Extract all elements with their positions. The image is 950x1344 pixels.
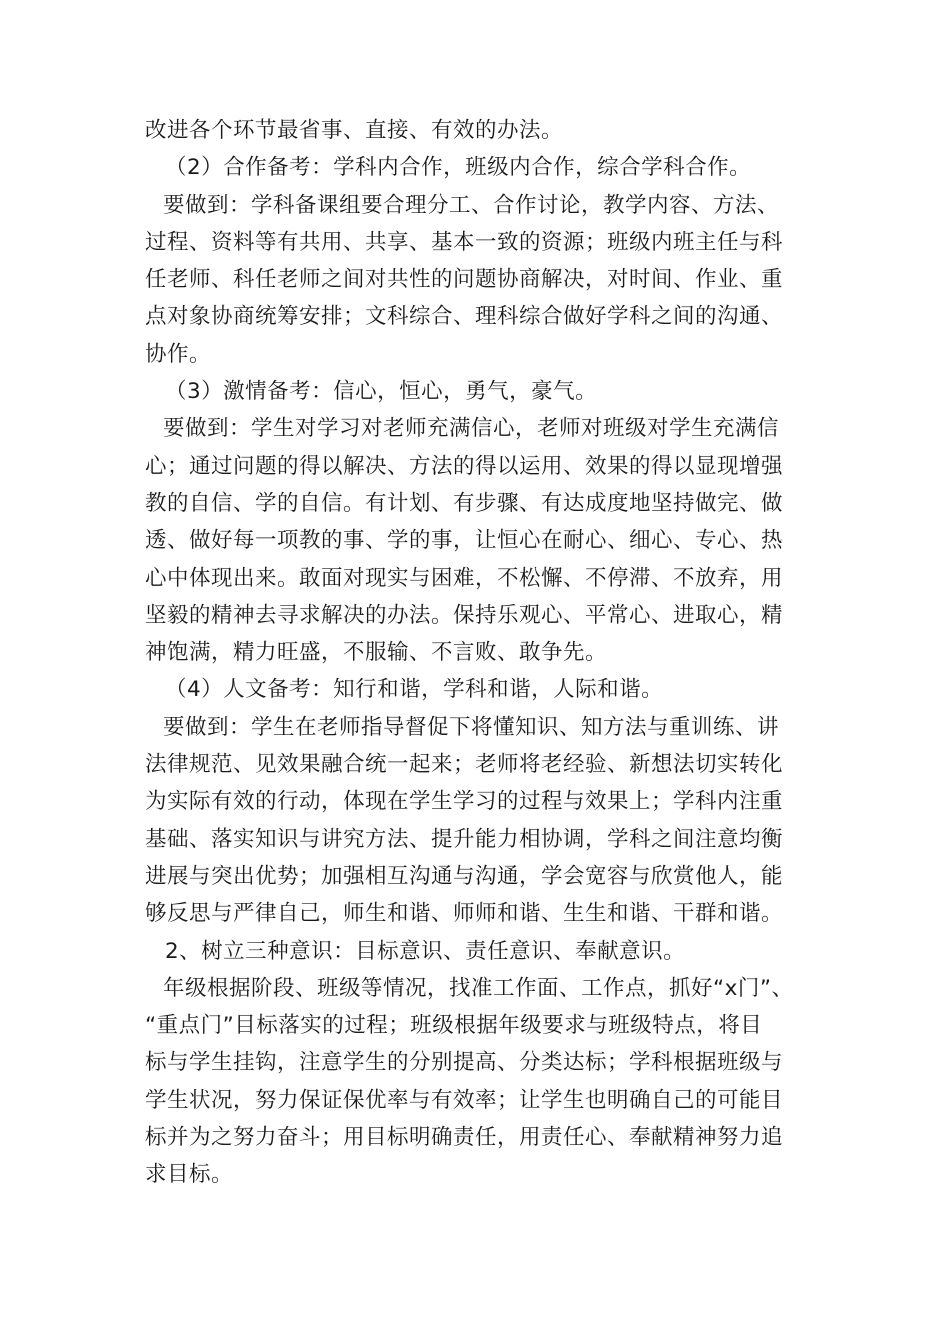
text-line: 过程、资料等有共用、共享、基本一致的资源；班级内班主任与科 <box>145 229 784 255</box>
text-line: 标并为之努力奋斗；用目标明确责任，用责任心、奉献精神努力追 <box>145 1125 784 1151</box>
text-line: 点对象协商统筹安排；文科综合、理科综合做好学科之间的沟通、 <box>145 304 784 330</box>
text-line: 学生状况，努力保证保优率与有效率；让学生也明确自己的可能目 <box>145 1087 784 1113</box>
text-line: 基础、落实知识与讲究方法、提升能力相协调，学科之间注意均衡 <box>145 826 784 852</box>
text-line: 为实际有效的行动，体现在学生学习的过程与效果上；学科内注重 <box>145 789 784 815</box>
text-line: 神饱满，精力旺盛，不服输、不言败、敢争先。 <box>145 640 608 666</box>
text-line: 标与学生挂钩，注意学生的分别提高、分类达标；学科根据班级与 <box>145 1050 784 1076</box>
text-line: 法律规范、见效果融合统一起来；老师将老经验、新想法切实转化 <box>145 752 784 778</box>
section-heading-awareness: 2、树立三种意识：目标意识、责任意识、奉献意识。 <box>165 938 686 964</box>
text-line: 教的自信、学的自信。有计划、有步骤、有达成度地坚持做完、做 <box>145 490 784 516</box>
text-line: 心；通过问题的得以解决、方法的得以运用、效果的得以显现增强 <box>145 453 784 479</box>
text-line: 要做到：学科备课组要合理分工、合作讨论，教学内容、方法、 <box>163 192 780 218</box>
text-line: 够反思与严律自己，师生和谐、师师和谐、生生和谐、干群和谐。 <box>145 901 784 927</box>
text-line: 透、做好每一项教的事、学的事，让恒心在耐心、细心、专心、热 <box>145 528 784 554</box>
document-body <box>145 112 815 1194</box>
text-line: “重点门”目标落实的过程；班级根据年级要求与班级特点，将目 <box>145 1013 763 1039</box>
text-line: 求目标。 <box>145 1162 234 1188</box>
text-line: 协作。 <box>145 341 212 367</box>
text-line: 心中体现出来。敢面对现实与困难，不松懈、不停滞、不放弃，用 <box>145 565 784 591</box>
text-line: 改进各个环节最省事、直接、有效的办法。 <box>145 118 564 143</box>
text-line: 要做到：学生在老师指导督促下将懂知识、知方法与重训练、讲 <box>163 714 780 740</box>
text-line: 年级根据阶段、班级等情况，找准工作面、工作点，抓好“x门”、 <box>163 975 794 1001</box>
text-line: 进展与突出优势；加强相互沟通与沟通，学会宽容与欣赏他人，能 <box>145 863 784 889</box>
section-heading-cooperation: （2）合作备考：学科内合作，班级内合作，综合学科合作。 <box>165 155 752 181</box>
text-line: 任老师、科任老师之间对共性的问题协商解决，对时间、作业、重 <box>145 267 784 293</box>
text-line: 要做到：学生对学习对老师充满信心，老师对班级对学生充满信 <box>163 416 780 442</box>
text-line: 坚毅的精神去寻求解决的办法。保持乐观心、平常心、进取心，精 <box>145 602 784 628</box>
section-heading-humanistic: （4）人文备考：知行和谐，学科和谐，人际和谐。 <box>165 677 664 703</box>
section-heading-passion: （3）激情备考：信心，恒心，勇气，豪气。 <box>165 379 598 405</box>
